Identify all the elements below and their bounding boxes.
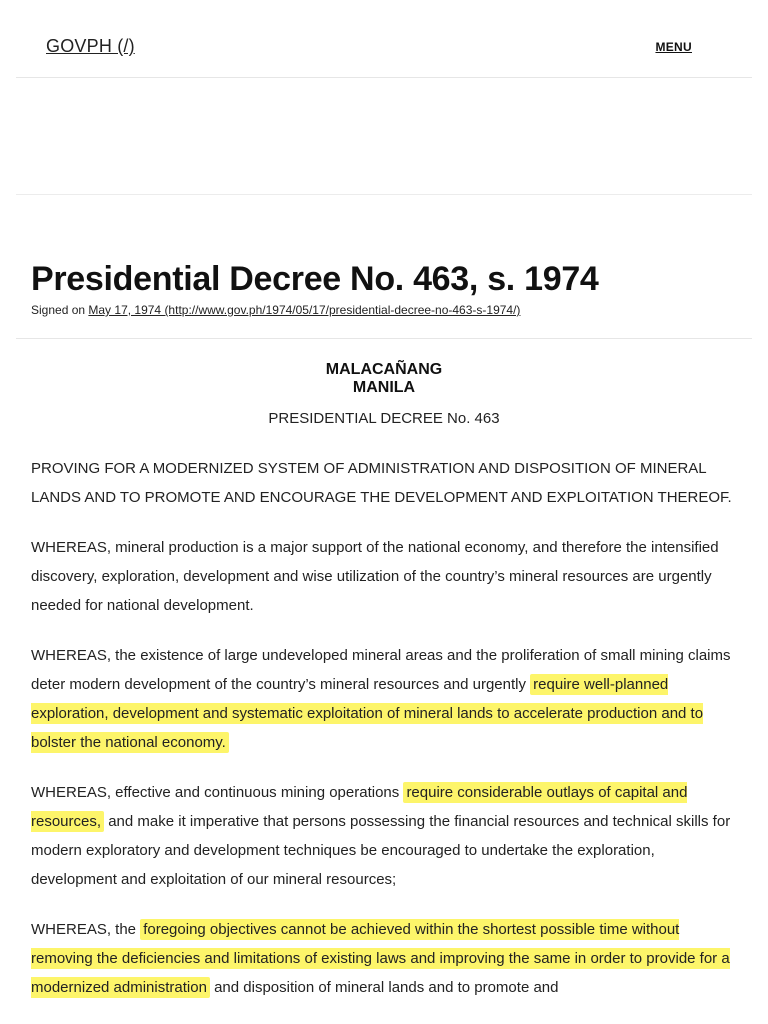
- paragraph-whereas-1: [31, 533, 737, 620]
- paragraph-text: WHEREAS, mineral production is a major support of the national economy, and therefore the intensified discovery, exploration, development and wise utilization of the country’s mineral resources are urgently needed for national development.: [31, 539, 719, 614]
- paragraph-title: [31, 454, 737, 512]
- paragraph-text: PROVING FOR A MODERNIZED SYSTEM OF ADMINISTRATION AND DISPOSITION OF MINERAL LANDS AND TO PROMOTE AND ENCOURAGE THE DEVELOPMENT AND EXPLOITATION THEREOF.: [31, 460, 732, 506]
- menu-button[interactable]: MENU: [655, 40, 692, 54]
- paragraph-whereas-3: [31, 778, 737, 894]
- divider: [16, 338, 752, 339]
- signed-prefix: Signed on: [31, 303, 86, 317]
- document-body: [31, 361, 737, 1002]
- paragraph-text: and make it imperative that persons possessing the financial resources and technical skills for modern exploratory and development techniques be encouraged to undertake the exploration, development and exploitation of our mineral resources;: [31, 813, 731, 888]
- paragraph-text: WHEREAS, effective and continuous mining operations: [31, 784, 400, 801]
- office-name: MALACAÑANG: [325, 361, 443, 378]
- paragraph-text: WHEREAS, the existence of large undeveloped mineral areas and the proliferation of small mining claims deter modern development of the country’s mineral resources and urgently: [31, 647, 731, 693]
- paragraph-text: and disposition of mineral lands and to promote and: [214, 979, 559, 996]
- paragraph-whereas-4: [31, 915, 737, 1002]
- title-block: [31, 258, 731, 318]
- top-navigation-bar: [16, 0, 752, 78]
- office-heading: [31, 361, 737, 397]
- highlighted-text: foregoing objectives cannot be achieved within the shortest possible time without removing the deficiencies and limitations of existing laws and improving the same in order to provide for a modernized administration: [31, 921, 730, 996]
- signed-date-link[interactable]: May 17, 1974 (http://www.gov.ph/1974/05/17/presidential-decree-no-463-s-1974/): [88, 303, 521, 317]
- decree-number: PRESIDENTIAL DECREE No. 463: [268, 410, 500, 427]
- signed-line: [31, 302, 731, 318]
- page-title: Presidential Decree No. 463, s. 1974: [31, 260, 599, 298]
- paragraph-whereas-2: [31, 641, 737, 757]
- office-city: MANILA: [352, 379, 416, 396]
- highlighted-text: require well-planned exploration, development and systematic exploitation of mineral lands to accelerate production and to bolster the national economy.: [31, 676, 704, 751]
- banner-area: [16, 78, 752, 195]
- highlighted-text: require considerable outlays of capital and resources,: [31, 784, 688, 830]
- govph-home-link[interactable]: GOVPH (/): [46, 36, 135, 56]
- paragraph-text: WHEREAS, the: [31, 921, 137, 938]
